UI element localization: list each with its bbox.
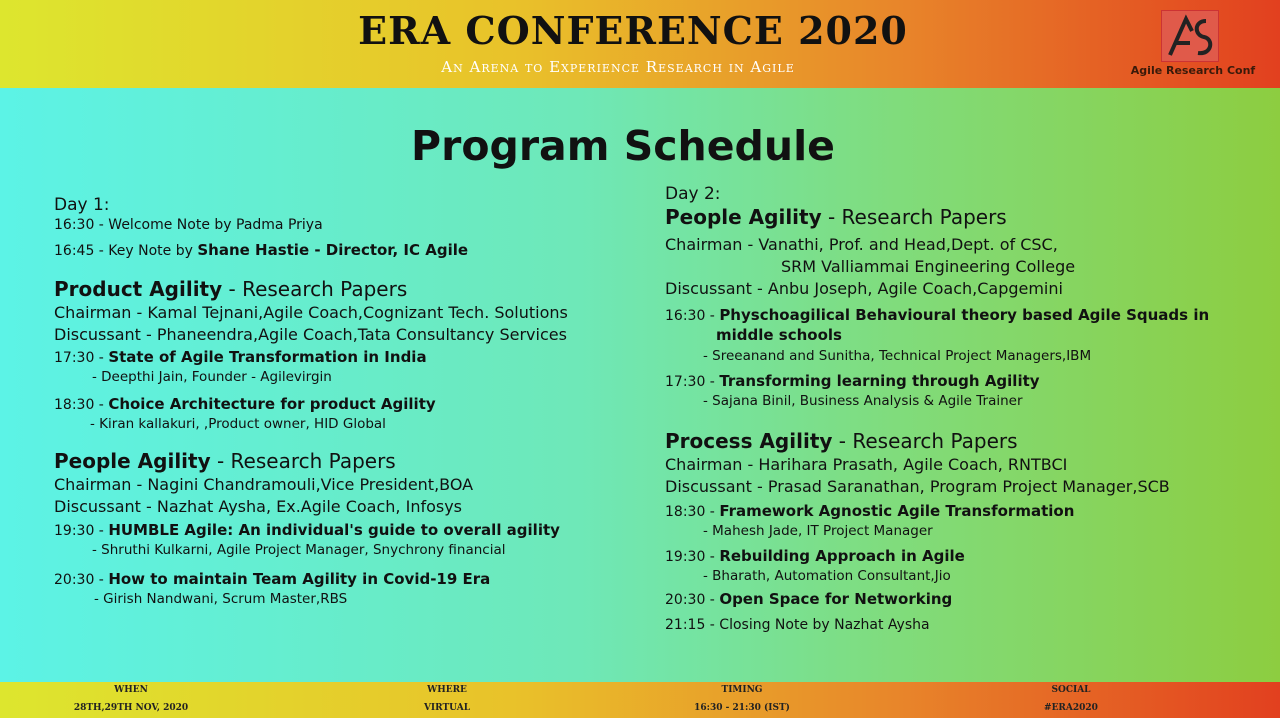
talk-title: Transforming learning through Agility xyxy=(719,372,1040,390)
talk-speaker: - Mahesh Jade, IT Project Manager xyxy=(703,523,933,539)
footer-key: WHEN xyxy=(114,685,148,695)
talk-title: HUMBLE Agile: An individual's guide to overall agility xyxy=(108,521,560,539)
section-title-bold: People Agility xyxy=(665,205,822,229)
talk-item xyxy=(665,372,1270,392)
day2-column xyxy=(665,185,1270,635)
talk-title: Open Space for Networking xyxy=(719,590,953,608)
talk-item xyxy=(665,306,1270,345)
discussant: Discussant - Prasad Saranathan, Program Project Manager,SCB xyxy=(665,477,1170,496)
logo-caption: Agile Research Conf xyxy=(1130,64,1256,77)
talk-title: Physchoagilical Behavioural theory based Agile Squads in middle schools xyxy=(716,306,1210,344)
talk-time: 19:30 - xyxy=(54,523,109,539)
talk-item xyxy=(665,502,1270,522)
section-title-rest: - Research Papers xyxy=(222,277,408,301)
talk-speaker: - Shruthi Kulkarni, Agile Project Manager, Snychrony financial xyxy=(92,542,506,558)
chairman: Chairman - Harihara Prasath, Agile Coach, RNTBCI xyxy=(665,455,1068,474)
talk-title: Rebuilding Approach in Agile xyxy=(719,547,965,565)
talk-title: How to maintain Team Agility in Covid-19 Era xyxy=(108,570,491,588)
talk-time: 20:30 - xyxy=(665,592,720,608)
conference-subtitle: An Arena to Experience Research in Agile xyxy=(441,58,795,76)
talk-time: 16:30 - xyxy=(665,308,720,324)
footer-key: SOCIAL xyxy=(1051,685,1091,695)
footer-value: 28TH,29TH NOV, 2020 xyxy=(73,703,189,713)
schedule-panel xyxy=(0,88,1280,682)
section-title-bold: Process Agility xyxy=(665,429,833,453)
process-agility-heading xyxy=(665,429,1270,454)
talk-title: State of Agile Transformation in India xyxy=(108,348,427,366)
talk-speaker: - Bharath, Automation Consultant,Jio xyxy=(703,568,951,584)
footer-banner xyxy=(0,682,1280,718)
talk-speaker: - Girish Nandwani, Scrum Master,RBS xyxy=(94,591,348,607)
discussant: Discussant - Phaneendra,Agile Coach,Tata Consultancy Services xyxy=(54,325,567,344)
keynote-speaker: Shane Hastie - Director, IC Agile xyxy=(197,241,469,259)
talk-time: 17:30 - xyxy=(665,374,720,390)
welcome-note: 16:30 - Welcome Note by Padma Priya xyxy=(54,217,323,233)
section-title-bold: People Agility xyxy=(54,449,211,473)
discussant: Discussant - Anbu Joseph, Agile Coach,Capgemini xyxy=(665,279,1063,298)
keynote-prefix: 16:45 - Key Note by xyxy=(54,243,198,259)
footer-value: #ERA2020 xyxy=(1044,703,1098,713)
section-title-rest: - Research Papers xyxy=(821,205,1007,229)
talk-time: 18:30 - xyxy=(54,397,109,413)
talk-speaker: - Sreeanand and Sunitha, Technical Project Managers,IBM xyxy=(703,348,1092,364)
section-title-bold: Product Agility xyxy=(54,277,223,301)
conference-title: ERA CONFERENCE 2020 xyxy=(358,8,908,53)
talk-time: 19:30 - xyxy=(665,549,720,565)
talk-speaker: - Kiran kallakuri, ,Product owner, HID Global xyxy=(90,416,386,432)
talk-time: 17:30 - xyxy=(54,350,109,366)
people-agility-heading xyxy=(665,205,1270,230)
day2-label: Day 2: xyxy=(665,184,721,204)
talk-item xyxy=(54,570,634,590)
chairman-affiliation: SRM Valliammai Engineering College xyxy=(781,257,1076,276)
closing-note: 21:15 - Closing Note by Nazhat Aysha xyxy=(665,617,930,633)
talk-speaker: - Deepthi Jain, Founder - Agilevirgin xyxy=(92,369,332,385)
product-agility-heading xyxy=(54,277,634,302)
talk-item xyxy=(54,521,634,541)
talk-speaker: - Sajana Binil, Business Analysis & Agile Trainer xyxy=(703,393,1023,409)
talk-item xyxy=(665,590,1270,610)
talk-time: 18:30 - xyxy=(665,504,720,520)
day1-label: Day 1: xyxy=(54,195,110,215)
header-banner xyxy=(0,0,1280,88)
section-title-rest: - Research Papers xyxy=(210,449,396,473)
day1-column xyxy=(54,196,634,609)
discussant: Discussant - Nazhat Aysha, Ex.Agile Coach, Infosys xyxy=(54,497,463,516)
people-agility-heading xyxy=(54,449,634,474)
talk-title: Framework Agnostic Agile Transformation xyxy=(719,502,1075,520)
talk-item xyxy=(665,547,1270,567)
talk-time: 20:30 - xyxy=(54,572,109,588)
chairman: Chairman - Nagini Chandramouli,Vice President,BOA xyxy=(54,475,474,494)
footer-key: TIMING xyxy=(721,685,763,695)
keynote xyxy=(54,241,634,261)
section-title-rest: - Research Papers xyxy=(832,429,1018,453)
footer-key: WHERE xyxy=(427,685,467,695)
chairman: Chairman - Kamal Tejnani,Agile Coach,Cognizant Tech. Solutions xyxy=(54,303,568,322)
talk-item xyxy=(54,395,634,415)
footer-value: 16:30 - 21:30 (IST) xyxy=(694,703,790,713)
footer-value: VIRTUAL xyxy=(423,703,471,713)
page-title: Program Schedule xyxy=(411,122,835,170)
talk-item xyxy=(54,348,634,368)
talk-title: Choice Architecture for product Agility xyxy=(108,395,436,413)
chairman: Chairman - Vanathi, Prof. and Head,Dept. of CSC, xyxy=(665,235,1058,254)
ars-logo-icon xyxy=(1161,10,1219,62)
